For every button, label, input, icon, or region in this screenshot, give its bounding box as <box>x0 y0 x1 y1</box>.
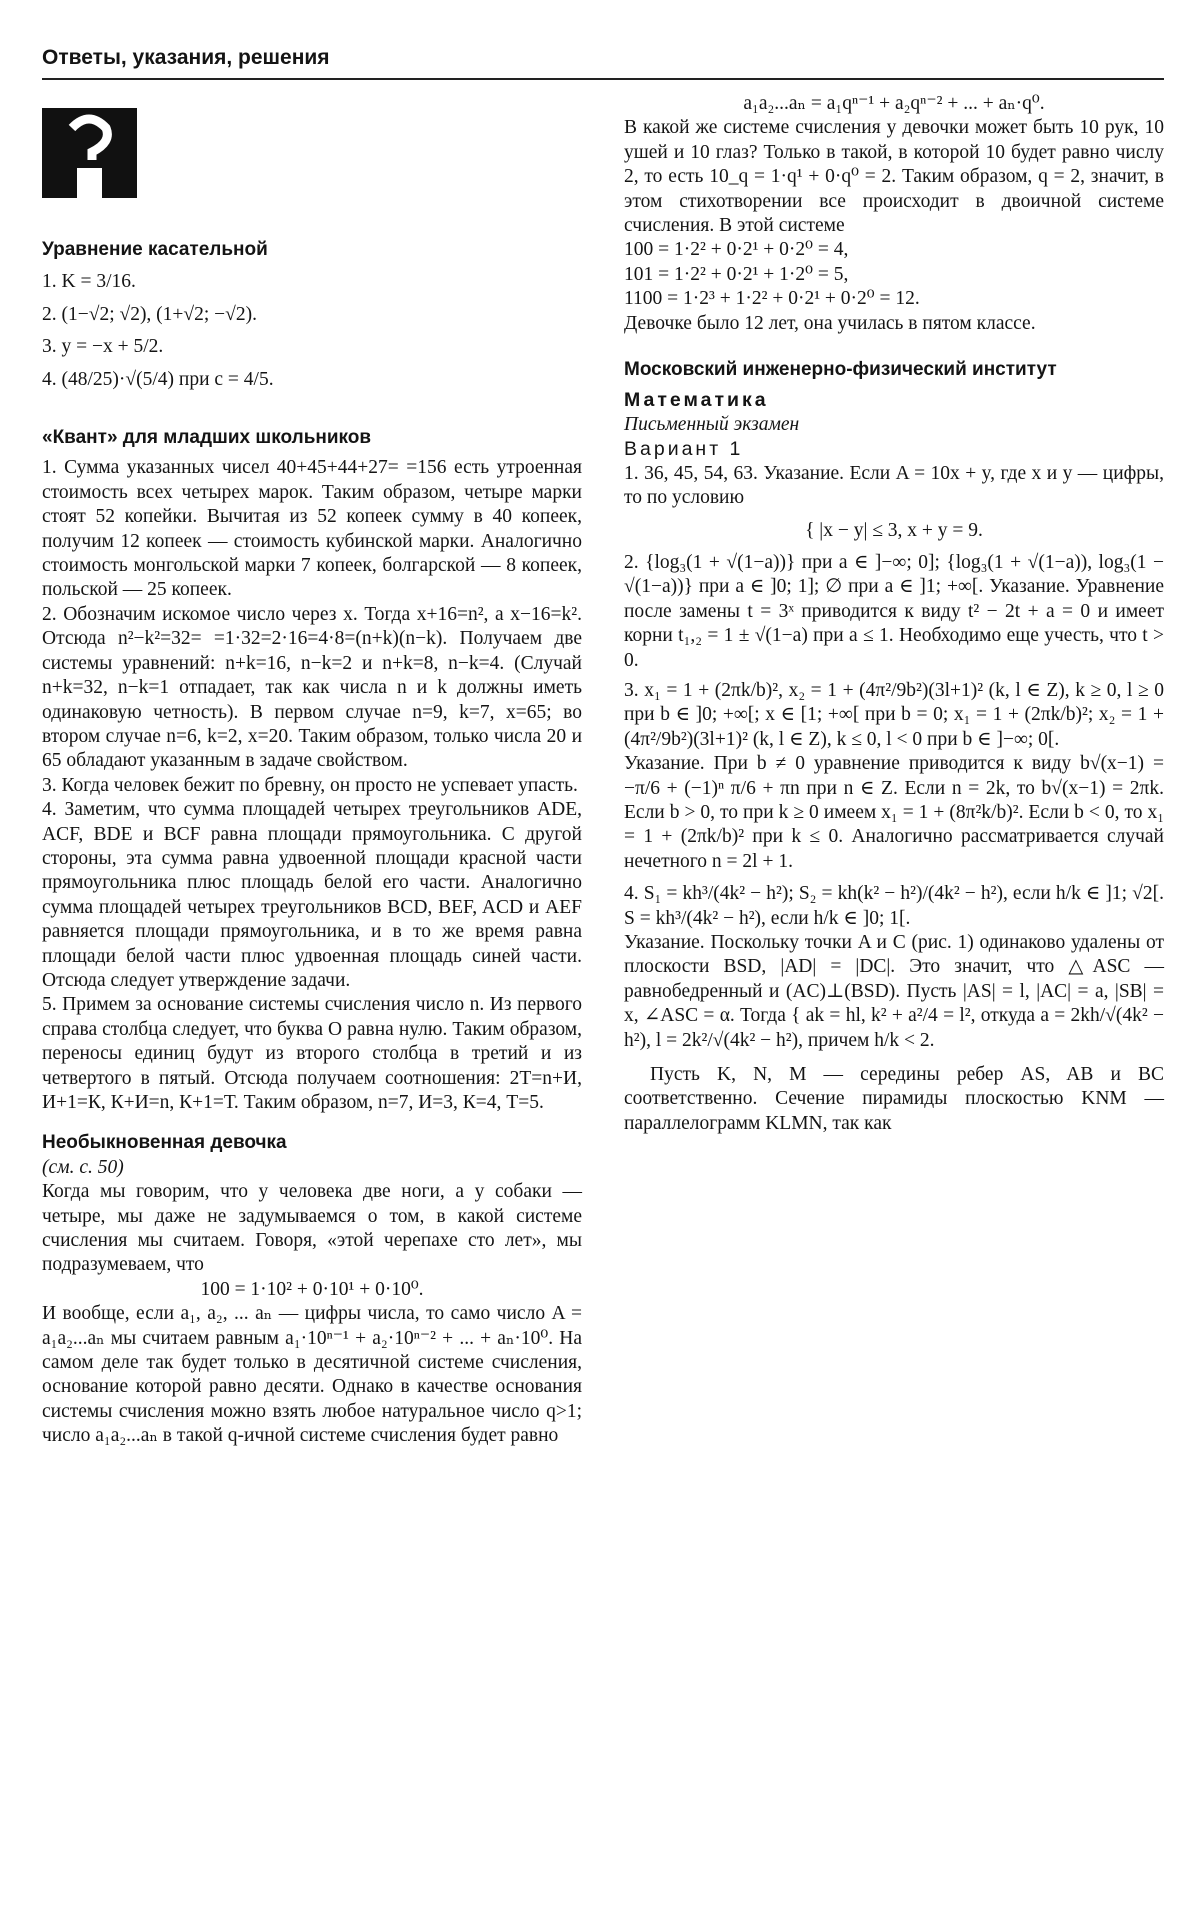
kvant-answer-2: 2. Обозначим искомое число через x. Тогда x+16=n², а x−16=k². Отсюда n²−k²=32= =1·32=2·16=4·8=(n+k)(n−k). Получаем две системы уравнений: n+k=16, n−k=2 и n+k=8, n−k=4. (Случай n+k=32, n−k=1 отпадает, так как числа n и k должны иметь одинаковую четность). В первом случае n=9, k=7, x=65; во втором случае n=6, k=2, x=20. Таким образом, только числа 20 и 65 обладают указанным в задаче свойством. <box>42 603 582 772</box>
girl-paragraph-3: В какой же системе счисления у девочки может быть 10 рук, 10 ушей и 10 глаз? Только в такой, в которой 10 будет равно числу 2, то есть 10_q = 1·q¹ + 0·q⁰ = 2. Таким образом, q = 2, значит, в этом стихотворении все происходит в двоичной системе счисления. В этой системе <box>624 117 1164 237</box>
mephi-heading: Московский инженерно-физический институт <box>624 359 1057 381</box>
mephi-answer-2: 2. {log₃(1 + √(1−a))} при a ∈ ]−∞; 0]; {log₃(1 + √(1−a)), log₃(1 − √(1−a))} при a ∈ ]0; 1]; ∅ при a ∈ ]1; +∞[. Указание. Уравнение после замены t = 3ˣ приводится к виду t² − 2t + a = 0 и имеет корни t₁,₂ = 1 ± √(1−a) при a ≤ 1. Необходимо еще учесть, что t > 0. <box>624 551 1164 671</box>
mephi-subject: Математика <box>624 389 769 412</box>
tangent-heading: Уравнение касательной <box>42 239 268 260</box>
mephi-answer-4-hint: Указание. Поскольку точки A и C (рис. 1) одинаково удалены от плоскости BSD, |AD| = |DC|. Это значит, что △ASC — равнобедренный и (AC)⊥(BSD). Пусть |AS| = l, |AC| = a, |SB| = x, ∠ASC = α. Тогда { ak = hl, k² + a²/4 = l², откуда a = 2kh/√(4k² − h²), l = 2k²/√(4k² − h²), причем h/k < 2. <box>624 932 1164 1051</box>
page-header: Ответы, указания, решения <box>42 46 330 69</box>
question-mark-logo-icon <box>42 108 137 198</box>
left-column <box>42 92 582 1449</box>
girl-ref: (см. с. 50) <box>42 1156 124 1178</box>
mephi-answer-1: 1. 36, 45, 54, 63. Указание. Если A = 10x + y, где x и y — цифры, то по условию <box>624 462 1164 509</box>
tangent-answer-1: 1. K = 3/16. <box>42 271 136 293</box>
kvant-answer-5: 5. Примем за основание системы счисления число n. Из первого справа столбца следует, что буква О равна нулю. Таким образом, переносы единиц будут из второго столбца в третий и из четвертого в пятый. Отсюда получаем соотношения: 2Т=n+И, И+1=К, К+И=n, К+1=Т. Таким образом, n=7, И=3, К=4, Т=5. <box>42 994 582 1113</box>
header-rule <box>42 78 1164 80</box>
mephi-exam: Письменный экзамен <box>624 413 800 435</box>
kvant-answer-1: 1. Сумма указанных чисел 40+45+44+27= =156 есть утроенная стоимость всех четырех марок. Таким образом, четыре марки стоят 52 копейки. Вычитая из 52 копеек сумму в 40 копеек, получим 12 копеек — стоимость кубинской марки. Аналогично стоимость монгольской марки 7 копеек, болгарской — 8 копеек, польской — 25 копеек. <box>42 457 582 601</box>
tangent-answer-3: 3. y = −x + 5/2. <box>42 336 164 358</box>
girl-equation-1: 100 = 1·10² + 0·10¹ + 0·10⁰. <box>200 1278 424 1300</box>
mephi-variant: Вариант 1 <box>624 438 744 461</box>
kvant-answer-3: 3. Когда человек бежит по бревну, он просто не успевает упасть. <box>42 774 578 796</box>
tangent-answer-4: 4. (48/25)·√(5/4) при c = 4/5. <box>42 368 274 390</box>
girl-paragraph-1: Когда мы говорим, что у человека две ноги, а у собаки — четыре, мы даже не задумываемся о том, в какой системе счисления мы считаем. Говоря, «этой черепахе сто лет», мы подразумеваем, что <box>42 1181 582 1276</box>
binary-line-3: 1100 = 1·2³ + 1·2² + 0·2¹ + 0·2⁰ = 12. <box>624 288 920 310</box>
mephi-answer-4: 4. S₁ = kh³/(4k² − h²); S₂ = kh(k² − h²)/(4k² − h²), если h/k ∈ ]1; √2[. S = kh³/(4k² − h²), если h/k ∈ ]0; 1[. <box>624 883 1164 929</box>
binary-line-2: 101 = 1·2² + 0·2¹ + 1·2⁰ = 5, <box>624 263 849 285</box>
kvant-heading: «Квант» для младших школьников <box>42 427 372 449</box>
kvant-answer-4: 4. Заметим, что сумма площадей четырех треугольников ADE, ACF, BDE и BCF равна площади прямоугольника. С другой стороны, эта сумма равна удвоенной площади красной части прямоугольника плюс площадь белой его части. Аналогично сумма площадей четырех треугольников BCD, BEF, ACD и AEF равняется площади прямоугольника, и в то же время равна площади белой части плюс удвоенная площадь синей части. Отсюда следует утверждение задачи. <box>42 799 582 991</box>
girl-paragraph-4: Девочке было 12 лет, она училась в пятом классе. <box>624 312 1036 334</box>
tangent-answer-2: 2. (1−√2; √2), (1+√2; −√2). <box>42 303 257 325</box>
mephi-answer-1-system: { |x − y| ≤ 3, x + y = 9. <box>805 519 983 541</box>
girl-equation-2: a₁a₂...aₙ = a₁qⁿ⁻¹ + a₂qⁿ⁻² + ... + aₙ·q⁰. <box>743 93 1045 114</box>
binary-line-1: 100 = 1·2² + 0·2¹ + 0·2⁰ = 4, <box>624 239 849 261</box>
girl-heading: Необыкновенная девочка <box>42 1132 287 1154</box>
mephi-answer-4-continued: Пусть K, N, M — середины ребер AS, AB и BC соответственно. Сечение пирамиды плоскостью KNM — параллелограмм KLMN, так как <box>624 1064 1164 1134</box>
right-column <box>624 92 1164 1136</box>
mephi-answer-3-hint: Указание. При b ≠ 0 уравнение приводится к виду b√(x−1) = −π/6 + (−1)ⁿ π/6 + πn при n ∈ Z. Если n = 2k, то b√(x−1) = 2πk. Если b > 0, то при k ≥ 0 имеем x₁ = 1 + (8π²k/b)². Если b < 0, то x₁ = 1 + (2πk/b)² при k ≤ 0. Аналогично рассматривается случай нечетного n = 2l + 1. <box>624 753 1164 872</box>
mephi-answer-3: 3. x₁ = 1 + (2πk/b)², x₂ = 1 + (4π²/9b²)(3l+1)² (k, l ∈ Z), k ≥ 0, l ≥ 0 при b ∈ ]0; +∞[; x ∈ [1; +∞[ при b = 0; x₁ = 1 + (2πk/b)²; x₂ = 1 + (4π²/9b²)(3l+1)² (k, l ∈ Z), k ≤ 0, l < 0 при b ∈ ]−∞; 0[. <box>624 679 1164 750</box>
girl-paragraph-2: И вообще, если a₁, a₂, ... aₙ — цифры числа, то само число A = a₁a₂...aₙ мы считаем равным a₁·10ⁿ⁻¹ + a₂·10ⁿ⁻² + ... + aₙ·10⁰. На самом деле так будет только в десятичной системе счисления, основание которой равно десяти. Однако в качестве основания системы счисления можно взять любое натуральное число q>1; число a₁a₂...aₙ в такой q-ичной системе счисления будет равно <box>42 1303 582 1447</box>
